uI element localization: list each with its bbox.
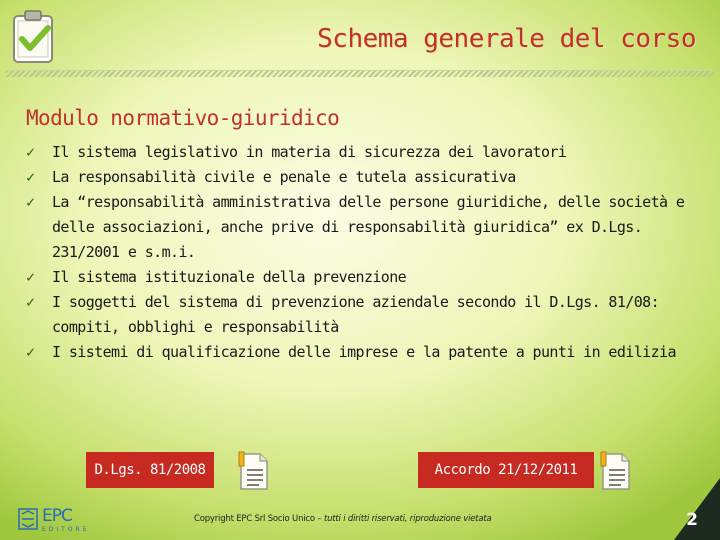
epc-logo: [18, 506, 90, 536]
page-number: 2: [686, 510, 698, 530]
logo-text: EPC: [42, 506, 72, 526]
reference-button-dlgs-81-2008[interactable]: D.Lgs. 81/2008: [86, 452, 214, 488]
copyright-text: Copyright EPC Srl Socio Unico –: [194, 514, 322, 524]
topic-list: [26, 140, 696, 365]
reference-button-accordo-21-12-2011[interactable]: Accordo 21/12/2011: [418, 452, 594, 488]
check-icon: ✓: [26, 343, 35, 361]
document-icon[interactable]: [238, 450, 270, 492]
check-icon: ✓: [26, 143, 35, 161]
list-item: [26, 290, 696, 340]
clipboard-check-icon: [10, 8, 58, 66]
section-subtitle: Modulo normativo-giuridico: [26, 106, 340, 130]
list-item-text: Il sistema istituzionale della prevenzione: [52, 268, 407, 286]
document-icon[interactable]: [600, 450, 632, 492]
copyright-notice: [194, 514, 492, 524]
check-icon: ✓: [26, 293, 35, 311]
check-icon: ✓: [26, 193, 35, 211]
title-divider: [6, 70, 714, 77]
list-item: [26, 190, 696, 265]
list-item: [26, 140, 696, 165]
list-item: [26, 265, 696, 290]
list-item: [26, 340, 696, 365]
check-icon: ✓: [26, 168, 35, 186]
list-item-text: La responsabilità civile e penale e tutela assicurativa: [52, 168, 516, 186]
list-item-text: I sistemi di qualificazione delle imprese e la patente a punti in edilizia: [52, 343, 676, 361]
list-item-text: La “responsabilità amministrativa delle persone giuridiche, delle società e delle associazioni, anche prive di responsabilità giuridica” ex D.Lgs. 231/2001 e s.m.i.: [52, 193, 685, 261]
list-item: [26, 165, 696, 190]
copyright-rights-text: tutti i diritti riservati, riproduzione vietata: [323, 514, 492, 524]
list-item-text: Il sistema legislativo in materia di sicurezza dei lavoratori: [52, 143, 567, 161]
check-icon: ✓: [26, 268, 35, 286]
logo-subtext: EDITORE: [42, 526, 90, 533]
epc-logo-mark-icon: [18, 508, 38, 530]
slide-title: Schema generale del corso: [317, 24, 696, 54]
list-item-text: I soggetti del sistema di prevenzione aziendale secondo il D.Lgs. 81/08: compiti, obblighi e responsabilità: [52, 293, 660, 336]
page-number-corner: [674, 478, 720, 540]
